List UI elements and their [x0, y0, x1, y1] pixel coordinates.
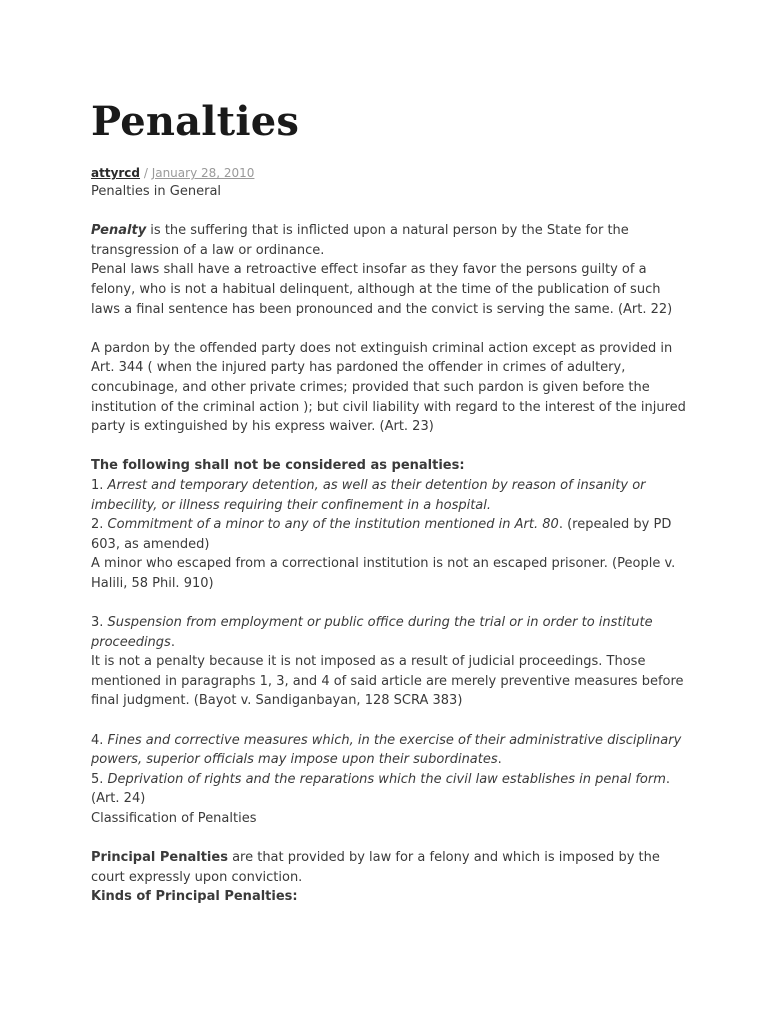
spacer — [91, 711, 691, 731]
list-heading: The following shall not be considered as penalties: — [91, 458, 465, 474]
section-classification: Classification of Penalties — [91, 811, 257, 826]
list-item-4 — [91, 731, 691, 770]
spacer — [91, 593, 691, 613]
list-item-tail: . — [170, 634, 175, 650]
list-item-text: Commitment of a minor to any of the institution mentioned in Art. 80 — [107, 517, 559, 533]
list-item-5 — [91, 770, 691, 809]
penalty-definition-text: is the suffering that is inflicted upon a natural person by the State for the transgression of a law or ordinance. — [91, 223, 629, 258]
list-item-text: Deprivation of rights and the reparations which the civil law establishes in penal form — [107, 771, 666, 787]
list-number: 2. — [91, 517, 108, 533]
list-item-3-note: It is not a penalty because it is not imposed as a result of judicial proceedings. Those mentioned in paragraphs 1, 3, and 4 of said article are merely preventive measures before final judgment. (Bayot v. Sandiganbayan, 128 SCRA 383) — [91, 654, 684, 709]
author-link[interactable]: attyrcd — [91, 166, 141, 180]
paragraph-penal-laws: Penal laws shall have a retroactive effect insofar as they favor the persons guilty of a felony, who is not a habitual delinquent, although at the time of the publication of such laws a final sentence has been pronounced and the convict is serving the same. (Art. 22) — [91, 262, 673, 317]
list-number: 5. — [91, 771, 108, 787]
list-item-text: Suspension from employment or public office during the trial or in order to institute proceedings — [91, 615, 653, 650]
list-item-text: Fines and corrective measures which, in the exercise of their administrative disciplinary powers, superior officials may impose upon their subordinates — [91, 732, 682, 768]
list-item-1 — [91, 476, 691, 515]
kinds-heading: Kinds of Principal Penalties: — [91, 889, 298, 905]
spacer — [91, 319, 691, 339]
term-penalty: Penalty — [91, 223, 147, 239]
spacer — [91, 437, 691, 457]
article-meta — [91, 165, 691, 182]
list-item-2-note: A minor who escaped from a correctional institution is not an escaped prisoner. (People v. Halili, 58 Phil. 910) — [91, 556, 676, 591]
page-title: Penalties — [91, 98, 300, 145]
list-item-3 — [91, 613, 691, 652]
meta-separator: / — [140, 166, 152, 180]
list-item-2 — [91, 515, 691, 554]
list-item-tail: . — [497, 752, 502, 768]
paragraph-principal-penalties — [91, 848, 691, 887]
article-subtitle: Penalties in General — [91, 184, 222, 199]
paragraph-pardon: A pardon by the offended party does not extinguish criminal action except as provided in Art. 344 ( when the injured party has pardoned the offender in crimes of adultery, concubinage, and other private crimes; provided that such pardon is given before the institution of the criminal action ); but civil liability with regard to the interest of the injured party is extinguished by his express waiver. (Art. 23) — [91, 340, 686, 435]
list-item-tail: . (Art. 24) — [91, 771, 671, 807]
date-link[interactable]: January 28, 2010 — [151, 166, 255, 180]
list-item-tail: . (repealed by PD 603, as amended) — [91, 517, 672, 552]
spacer — [91, 829, 691, 849]
paragraph-penalty-definition — [91, 221, 691, 260]
list-item-text: Arrest and temporary detention, as well as their detention by reason of insanity or imbecility, or illness requiring their confinement in a hospital. — [91, 477, 646, 513]
list-number: 1. — [91, 477, 108, 493]
principal-penalties-text: are that provided by law for a felony and which is imposed by the court expressly upon conviction. — [91, 850, 660, 885]
term-principal-penalties: Principal Penalties — [91, 850, 228, 866]
list-number: 4. — [91, 732, 108, 748]
list-number: 3. — [91, 615, 108, 631]
article — [91, 97, 691, 907]
spacer — [91, 202, 691, 222]
